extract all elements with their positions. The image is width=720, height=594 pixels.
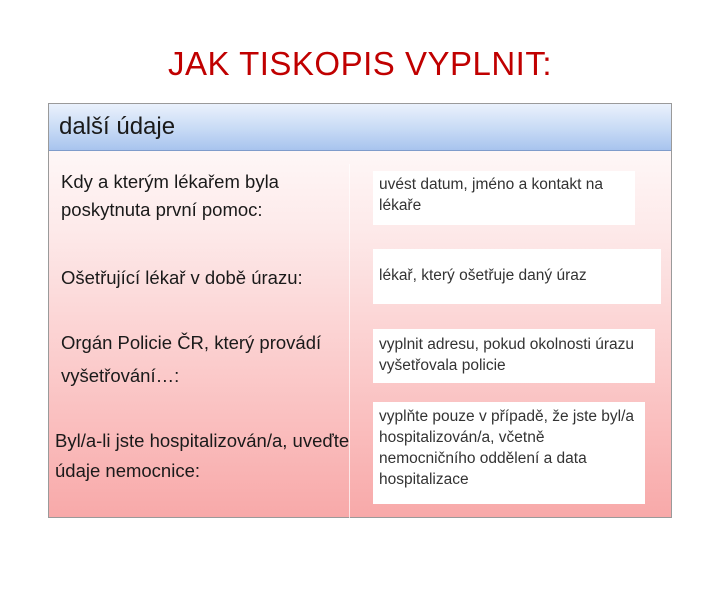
row-label-police: Orgán Policie ČR, který provádí vyšetřování…: bbox=[61, 332, 322, 386]
info-panel bbox=[48, 103, 672, 518]
column-divider bbox=[349, 164, 350, 594]
row-label-first-aid: Kdy a kterým lékařem byla poskytnuta první pomoc: bbox=[61, 171, 279, 220]
row-instruction-hospital: vyplňte pouze v případě, že jste byl/a hospitalizován/a, včetně nemocničního oddělení a data hospitalizace bbox=[373, 402, 645, 504]
row-instruction-treating-doctor: lékař, který ošetřuje daný úraz bbox=[373, 249, 661, 304]
page-title: JAK TISKOPIS VYPLNIT: bbox=[167, 45, 553, 82]
section-header-label: další údaje bbox=[59, 113, 176, 140]
row-instruction-police: vyplnit adresu, pokud okolnosti úrazu vyšetřovala policie bbox=[373, 329, 655, 383]
row-instruction-first-aid: uvést datum, jméno a kontakt na lékaře bbox=[373, 171, 635, 225]
section-header bbox=[49, 104, 671, 151]
row-label-hospital: Byl/a-li jste hospitalizován/a, uveďte údaje nemocnice: bbox=[55, 430, 350, 481]
row-label-treating-doctor: Ošetřující lékař v době úrazu: bbox=[61, 267, 303, 288]
